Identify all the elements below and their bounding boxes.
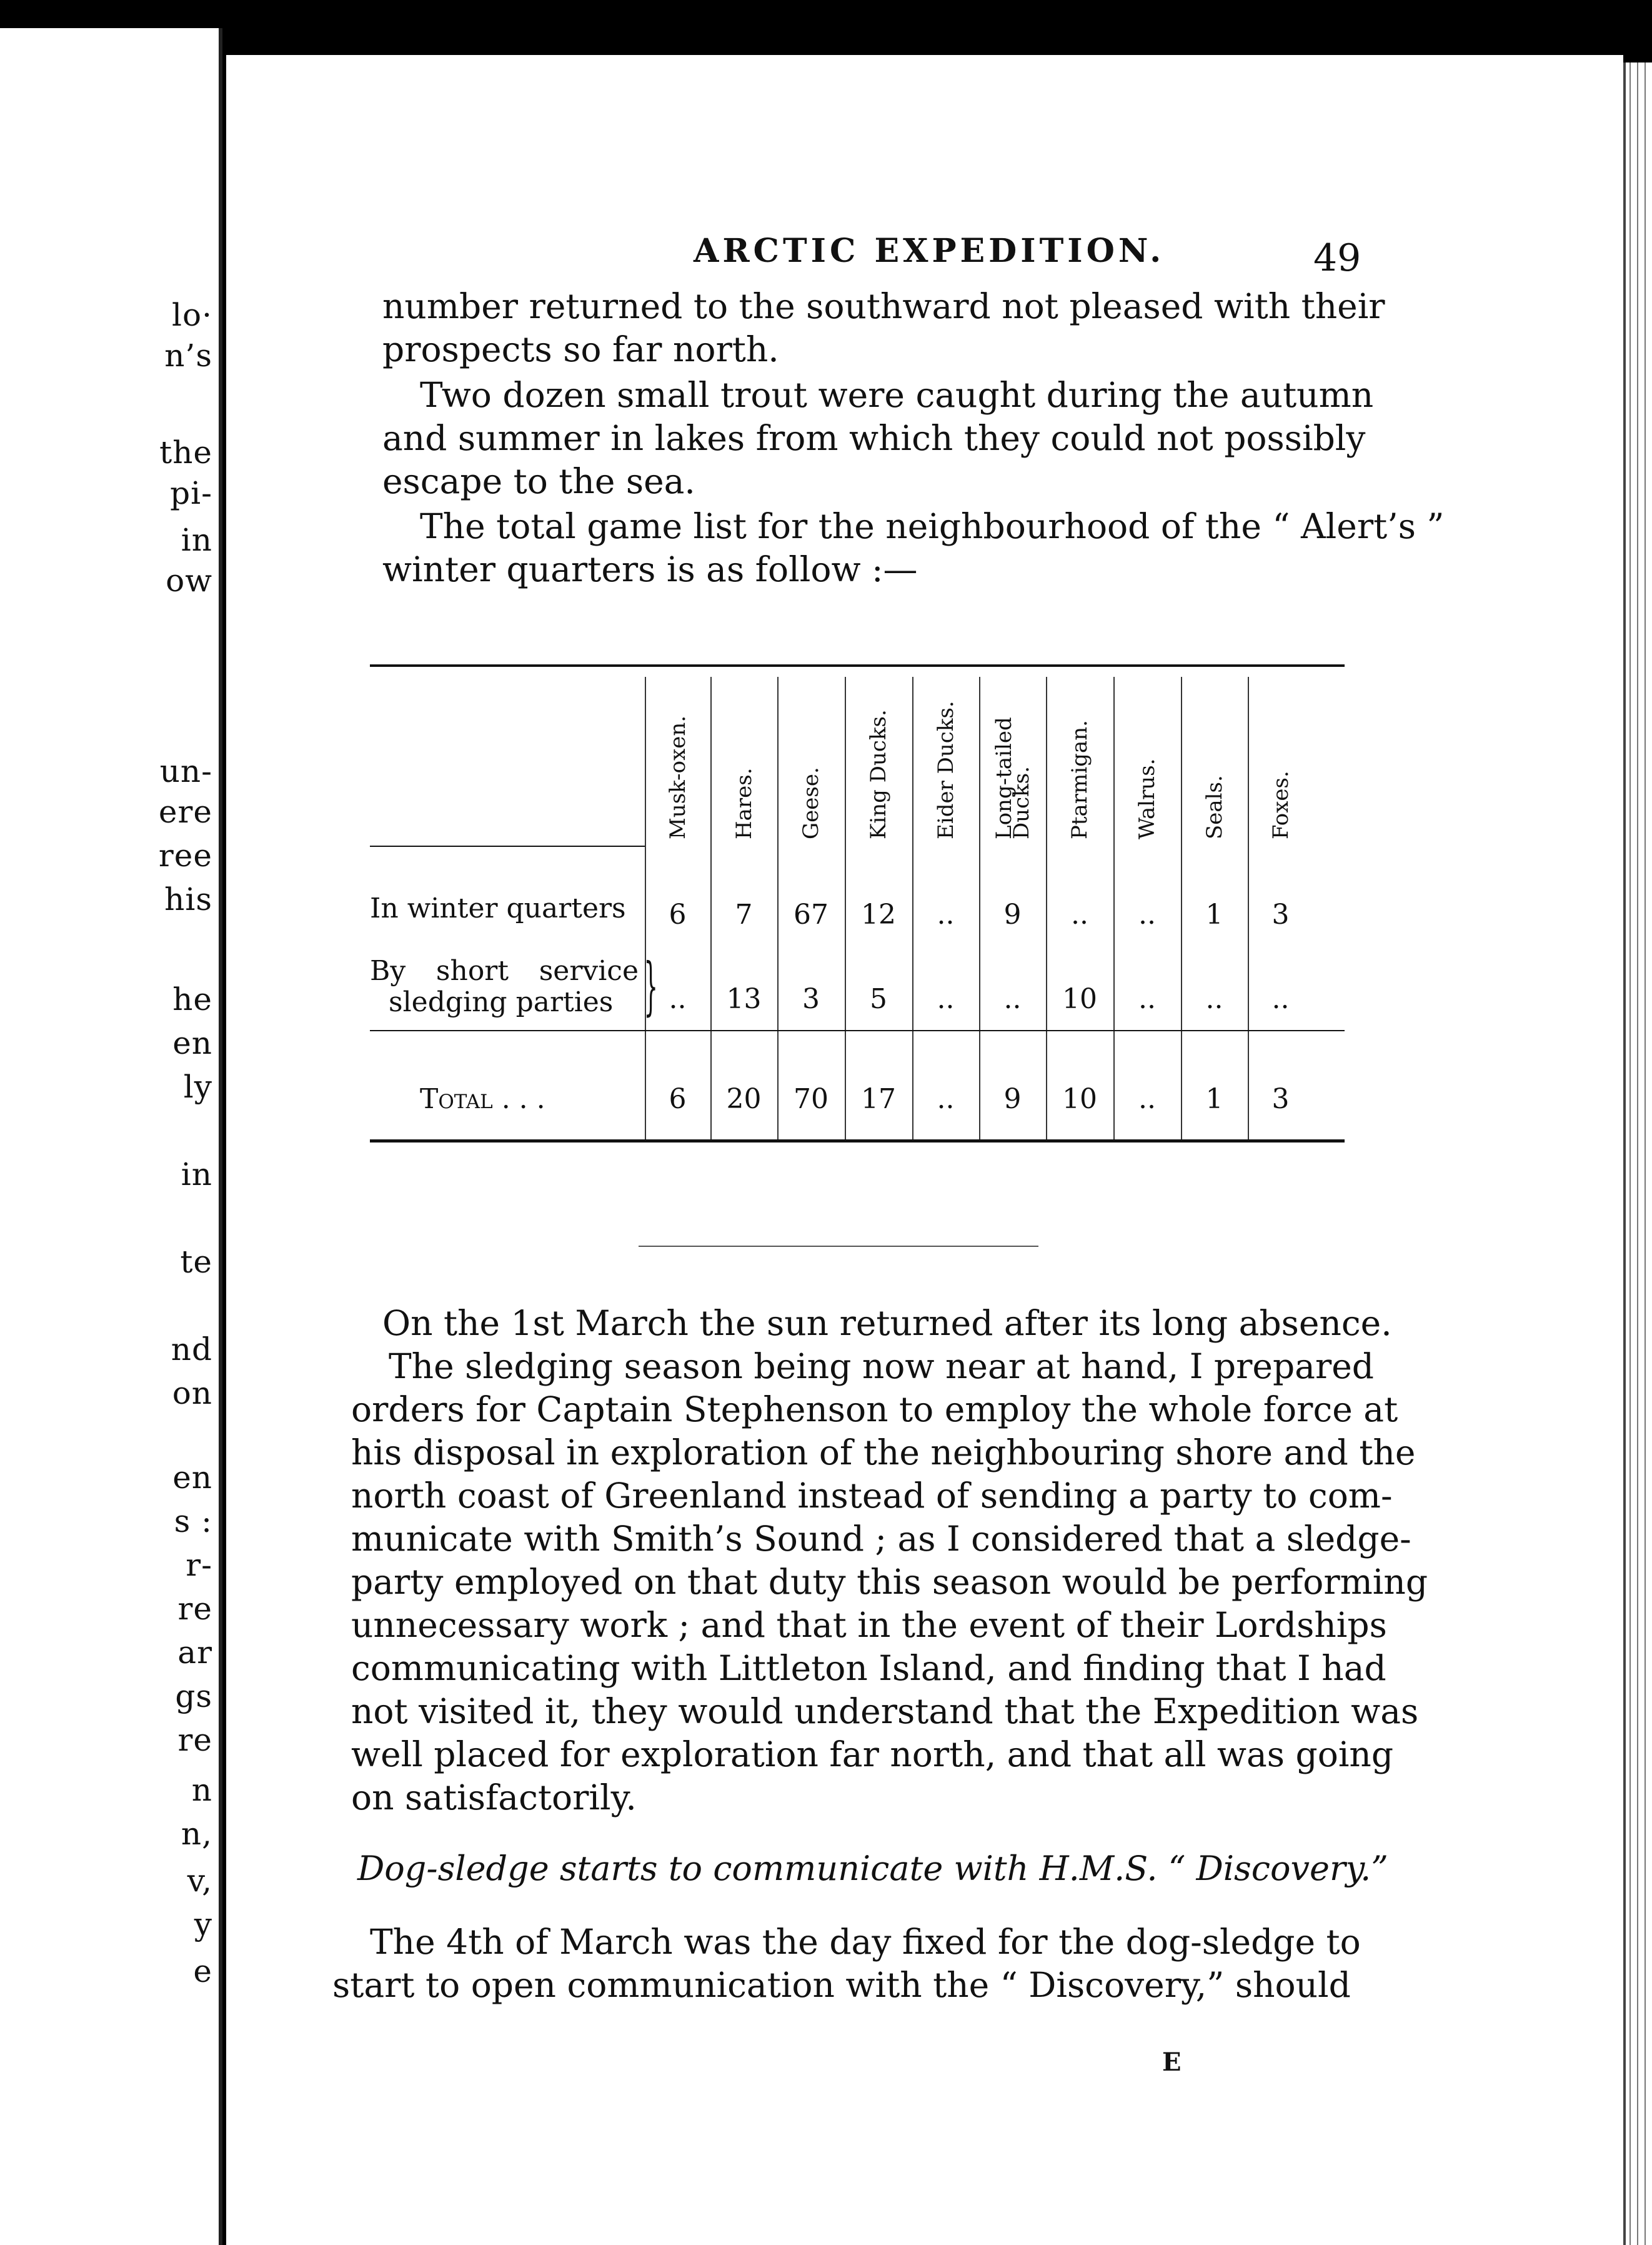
left-page-fragment: gs bbox=[175, 1678, 212, 1714]
paragraph-3 bbox=[382, 505, 1445, 591]
table-bottom-rule bbox=[370, 1139, 1345, 1142]
text-line: and summer in lakes from which they could not possibly bbox=[382, 418, 1366, 458]
table-cell: 1 bbox=[1205, 1083, 1223, 1115]
table-cell: 6 bbox=[669, 1083, 687, 1115]
left-page-fragment: the bbox=[159, 434, 212, 471]
left-page-fragment: nd bbox=[171, 1331, 212, 1368]
text-line: escape to the sea. bbox=[382, 461, 695, 501]
text-line: The sledging season being now near at hand, I prepared bbox=[389, 1346, 1375, 1386]
text-line: well placed for exploration far north, and that all was going bbox=[351, 1734, 1394, 1774]
text-line: communicating with Littleton Island, and finding that I had bbox=[351, 1648, 1386, 1688]
table-cell: 7 bbox=[735, 899, 753, 931]
column-header: Eider Ducks. bbox=[933, 701, 958, 839]
table-cell: 67 bbox=[794, 899, 828, 931]
left-page-fragment: n, bbox=[181, 1816, 212, 1852]
table-cell: 3 bbox=[1271, 1083, 1290, 1115]
table-column-divider bbox=[912, 677, 913, 1139]
page-stack-edge bbox=[1623, 62, 1652, 2245]
text-line: On the 1st March the sun returned after its long absence. bbox=[382, 1303, 1392, 1343]
section-divider bbox=[639, 1246, 1038, 1247]
table-cell: .. bbox=[1271, 983, 1290, 1015]
section-subheading: Dog-sledge starts to communicate with H.M.S. “ Discovery.” bbox=[357, 1849, 1388, 1888]
page-number: 49 bbox=[1313, 236, 1361, 280]
table-cell: .. bbox=[937, 899, 955, 931]
table-cell: 3 bbox=[1271, 899, 1290, 931]
column-header: Ptarmigan. bbox=[1067, 720, 1092, 839]
table-cell: 3 bbox=[802, 983, 820, 1015]
table-column-divider bbox=[845, 677, 846, 1139]
left-page-fragment: re bbox=[177, 1591, 212, 1627]
left-page-fragment: un- bbox=[159, 753, 212, 789]
left-page-fragment: he bbox=[172, 981, 212, 1018]
game-table bbox=[370, 664, 1345, 1158]
table-cell: .. bbox=[1138, 983, 1156, 1015]
table-cell: .. bbox=[1205, 983, 1223, 1015]
left-page-fragment: y bbox=[194, 1906, 212, 1942]
column-header: Long-tailed Ducks. bbox=[991, 717, 1034, 839]
table-cell: .. bbox=[1138, 899, 1156, 931]
table-column-divider bbox=[979, 677, 980, 1139]
row-label-brace: } bbox=[644, 949, 658, 1022]
table-cell: .. bbox=[1071, 899, 1088, 931]
left-page-fragment: pi- bbox=[170, 475, 212, 511]
left-page-fragment: n’s bbox=[164, 338, 212, 374]
text-line: winter quarters is as follow :— bbox=[382, 549, 918, 589]
table-cell: 10 bbox=[1062, 983, 1097, 1015]
running-head: ARCTIC EXPEDITION. bbox=[694, 232, 1165, 270]
left-page-fragment: n bbox=[191, 1772, 212, 1808]
table-cell: 5 bbox=[870, 983, 887, 1015]
table-cell: 20 bbox=[726, 1083, 762, 1115]
text-line: number returned to the southward not pleased with their bbox=[382, 286, 1385, 326]
table-cell: .. bbox=[1003, 983, 1022, 1015]
text-line: unnecessary work ; and that in the event of their Lordships bbox=[351, 1605, 1387, 1645]
text-line: municate with Smith’s Sound ; as I considered that a sledge- bbox=[351, 1519, 1411, 1559]
table-cell: .. bbox=[937, 983, 955, 1015]
paragraph-5 bbox=[351, 1345, 1428, 1819]
left-page-fragment: ere bbox=[158, 794, 212, 830]
table-column-divider bbox=[1046, 677, 1047, 1139]
text-line: start to open communication with the “ Discovery,” should bbox=[332, 1965, 1351, 2005]
left-page-fragment: ree bbox=[158, 838, 212, 874]
column-header: Foxes. bbox=[1268, 771, 1293, 839]
column-header: Geese. bbox=[799, 767, 824, 839]
row-label-short-service: By short service bbox=[370, 955, 639, 987]
text-line: orders for Captain Stephenson to employ the whole force at bbox=[351, 1389, 1398, 1429]
table-total-rule bbox=[370, 1030, 1345, 1031]
left-page-fragment: v, bbox=[187, 1862, 212, 1899]
book-page bbox=[226, 55, 1623, 2245]
table-cell: 10 bbox=[1062, 1083, 1097, 1115]
column-header: King Ducks. bbox=[866, 709, 891, 839]
table-column-divider bbox=[1113, 677, 1115, 1139]
text-line: not visited it, they would understand that the Expedition was bbox=[351, 1691, 1419, 1731]
text-line: The 4th of March was the day fixed for the dog-sledge to bbox=[370, 1922, 1361, 1962]
table-column-divider bbox=[710, 677, 712, 1139]
text-line: Two dozen small trout were caught during the autumn bbox=[420, 375, 1374, 415]
scan-top-margin bbox=[0, 0, 1652, 59]
table-cell: 6 bbox=[669, 899, 687, 931]
text-line: on satisfactorily. bbox=[351, 1778, 637, 1818]
row-label-total: Total . . . bbox=[420, 1083, 545, 1115]
text-line: The total game list for the neighbourhood of the “ Alert’s ” bbox=[420, 506, 1445, 546]
text-line: north coast of Greenland instead of sending a party to com- bbox=[351, 1476, 1393, 1516]
left-page-edge bbox=[0, 28, 222, 2245]
left-page-fragment: ar bbox=[177, 1634, 212, 1671]
table-cell: 9 bbox=[1003, 899, 1022, 931]
left-page-fragment: r- bbox=[186, 1547, 212, 1583]
table-cell: .. bbox=[669, 983, 687, 1015]
left-page-fragment: ow bbox=[166, 562, 212, 599]
left-page-fragment: lo· bbox=[172, 297, 212, 333]
left-page-fragment: en bbox=[172, 1025, 212, 1061]
column-header: Walrus. bbox=[1135, 758, 1160, 839]
left-page-fragment: en bbox=[172, 1459, 212, 1496]
table-cell: 9 bbox=[1003, 1083, 1022, 1115]
paragraph-2 bbox=[382, 374, 1374, 503]
row-label-winter-quarters: In winter quarters bbox=[370, 892, 626, 924]
table-header-rule bbox=[370, 846, 645, 847]
table-cell: .. bbox=[1138, 1083, 1156, 1115]
left-page-fragment: his bbox=[164, 881, 212, 918]
table-column-divider bbox=[1181, 677, 1182, 1139]
column-header: Seals. bbox=[1202, 775, 1227, 839]
signature-mark: E bbox=[1162, 2048, 1182, 2077]
paragraph-6 bbox=[332, 1921, 1361, 2007]
left-page-fragment: s : bbox=[174, 1503, 212, 1539]
table-cell: 12 bbox=[861, 899, 896, 931]
left-page-fragment: in bbox=[181, 1156, 212, 1192]
left-page-fragment: ly bbox=[183, 1069, 212, 1105]
text-line: prospects so far north. bbox=[382, 329, 779, 369]
text-line: his disposal in exploration of the neighbouring shore and the bbox=[351, 1432, 1416, 1472]
table-cell: 17 bbox=[861, 1083, 896, 1115]
paragraph-1 bbox=[382, 285, 1385, 371]
table-top-rule bbox=[370, 664, 1345, 667]
left-page-fragment: re bbox=[177, 1722, 212, 1758]
paragraph-4 bbox=[382, 1302, 1392, 1345]
left-page-fragment: e bbox=[193, 1953, 212, 1989]
left-page-fragment: in bbox=[181, 522, 212, 558]
left-page-fragment: on bbox=[172, 1375, 212, 1411]
table-column-divider bbox=[777, 677, 779, 1139]
text-line: party employed on that duty this season would be performing bbox=[351, 1562, 1428, 1602]
row-label-sledging-parties: sledging parties bbox=[389, 986, 614, 1018]
column-header: Hares. bbox=[731, 768, 757, 839]
left-page-fragment: te bbox=[180, 1244, 212, 1280]
column-header: Musk-oxen. bbox=[665, 715, 690, 839]
table-cell: .. bbox=[937, 1083, 955, 1115]
table-cell: 1 bbox=[1205, 899, 1223, 931]
table-cell: 13 bbox=[726, 983, 762, 1015]
table-cell: 70 bbox=[794, 1083, 828, 1115]
